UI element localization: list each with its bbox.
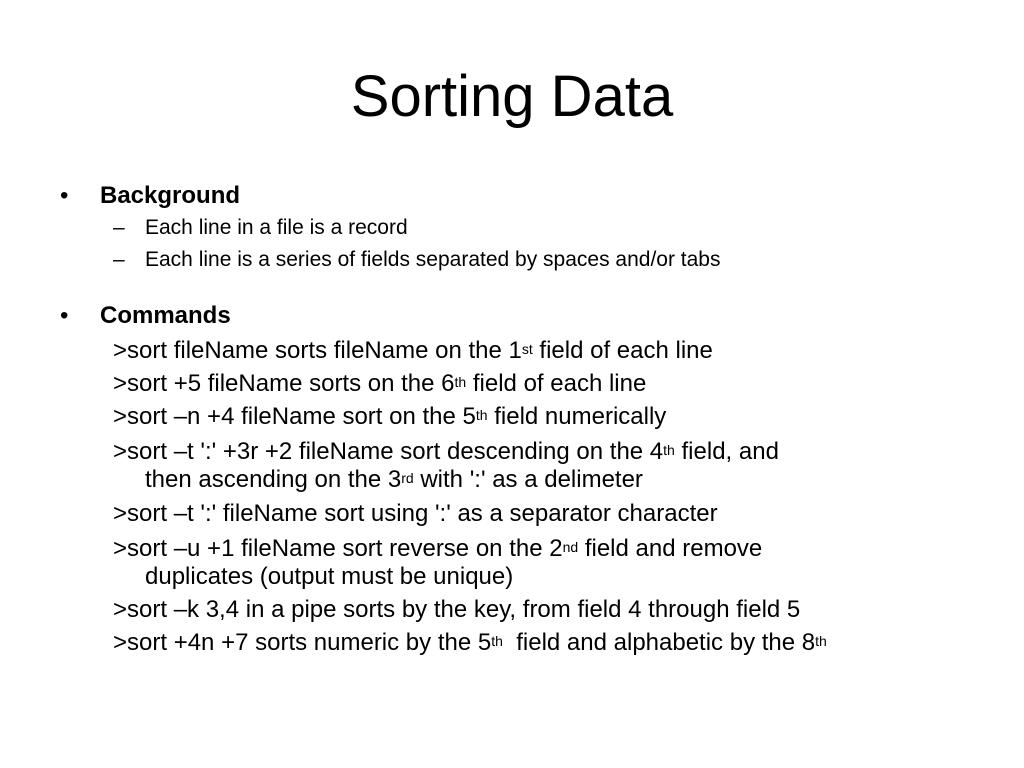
command-text: field numerically xyxy=(487,403,667,430)
command-item xyxy=(113,337,973,365)
background-item-text: Each line is a series of fields separated by spaces and/or tabs xyxy=(145,248,721,271)
ordinal-suffix: th xyxy=(475,407,488,423)
command-item xyxy=(113,629,973,657)
bullet-icon: • xyxy=(60,302,69,329)
command-text: field, and xyxy=(674,438,779,465)
ordinal-suffix: nd xyxy=(562,539,579,555)
command-text: with ':' as a delimeter xyxy=(413,466,643,493)
command-text: >sort +4n +7 sorts numeric by the 5 xyxy=(113,629,492,656)
command-item xyxy=(113,535,973,591)
background-item xyxy=(113,215,408,241)
ordinal-suffix: st xyxy=(521,341,533,357)
background-heading: Background xyxy=(100,182,241,209)
command-text: field and remove xyxy=(578,535,763,562)
background-item xyxy=(113,247,721,273)
background-item-text: Each line in a file is a record xyxy=(145,216,408,239)
dash-icon: – xyxy=(113,216,125,239)
command-text: field and alphabetic by the 8 xyxy=(502,629,816,656)
bullet-background xyxy=(60,182,240,210)
command-text: field of each line xyxy=(532,337,713,364)
commands-heading: Commands xyxy=(100,302,231,329)
command-item xyxy=(113,370,973,398)
command-text: duplicates (output must be unique) xyxy=(145,563,514,590)
bullet-icon: • xyxy=(60,182,69,209)
command-item xyxy=(113,500,973,528)
command-text: >sort –k 3,4 in a pipe sorts by the key, from field 4 through field 5 xyxy=(113,596,801,623)
dash-icon: – xyxy=(113,248,125,271)
command-text: >sort –u +1 fileName sort reverse on the 2 xyxy=(113,535,563,562)
command-text: then ascending on the 3 xyxy=(145,466,402,493)
command-text: >sort +5 fileName sorts on the 6 xyxy=(113,370,455,397)
ordinal-suffix: rd xyxy=(401,470,414,486)
command-text: >sort –t ':' fileName sort using ':' as a separator character xyxy=(113,500,718,527)
command-text: >sort fileName sorts fileName on the 1 xyxy=(113,337,522,364)
bullet-commands xyxy=(60,302,231,330)
command-item xyxy=(113,438,973,494)
slide-title: Sorting Data xyxy=(350,64,674,129)
command-item xyxy=(113,596,973,624)
ordinal-suffix: th xyxy=(491,633,503,649)
command-text: >sort –n +4 fileName sort on the 5 xyxy=(113,403,476,430)
ordinal-suffix: th xyxy=(663,442,675,458)
ordinal-suffix: th xyxy=(454,374,467,390)
command-text: field of each line xyxy=(466,370,647,397)
command-text: >sort –t ':' +3r +2 fileName sort descending on the 4 xyxy=(113,438,664,465)
ordinal-suffix: th xyxy=(815,633,827,649)
command-item xyxy=(113,403,973,431)
